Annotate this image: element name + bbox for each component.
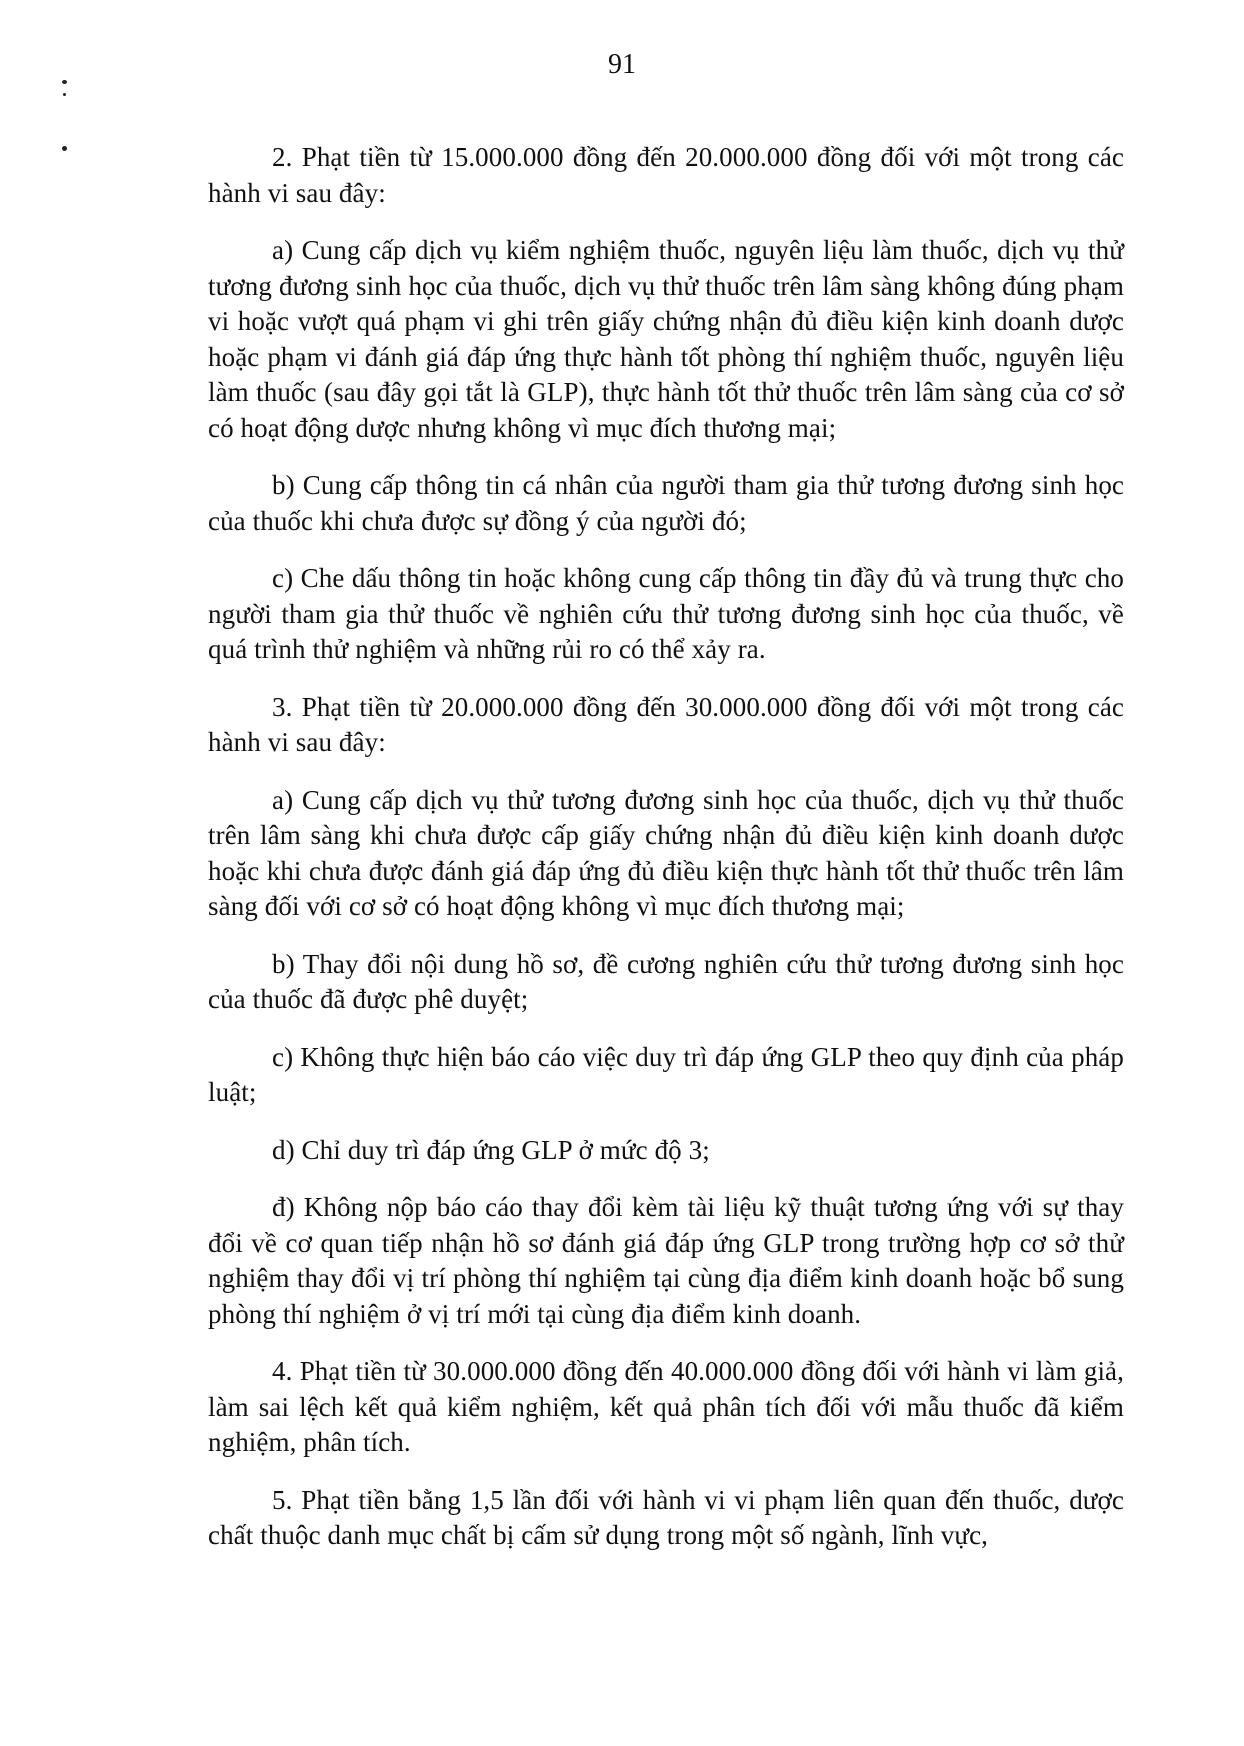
paragraph-3: 3. Phạt tiền từ 20.000.000 đồng đến 30.000.000 đồng đối với một trong các hành vi sau đây: bbox=[208, 691, 1124, 757]
paragraph-3b: b) Thay đổi nội dung hồ sơ, đề cương nghiên cứu thử tương đương sinh học của thuốc đã được phê duyệt; bbox=[208, 948, 1124, 1014]
paragraph-2b: b) Cung cấp thông tin cá nhân của người tham gia thử tương đương sinh học của thuốc khi chưa được sự đồng ý của người đó; bbox=[208, 470, 1124, 536]
page-number: 91 bbox=[608, 49, 636, 80]
paragraph-3d: d) Chỉ duy trì đáp ứng GLP ở mức độ 3; bbox=[272, 1134, 710, 1165]
paragraph-3c: c) Không thực hiện báo cáo việc duy trì đáp ứng GLP theo quy định của pháp luật; bbox=[208, 1041, 1124, 1107]
document-body bbox=[208, 140, 1124, 1576]
paragraph-5: 5. Phạt tiền bằng 1,5 lần đối với hành vi vi phạm liên quan đến thuốc, dược chất thuộc danh mục chất bị cấm sử dụng trong một số ngành, lĩnh vực, bbox=[208, 1484, 1124, 1550]
scan-speck bbox=[62, 146, 67, 151]
paragraph-2: 2. Phạt tiền từ 15.000.000 đồng đến 20.000.000 đồng đối với một trong các hành vi sau đây: bbox=[208, 142, 1124, 208]
paragraph-2c: c) Che dấu thông tin hoặc không cung cấp thông tin đầy đủ và trung thực cho người tham gia thử thuốc về nghiên cứu thử tương đương sinh học của thuốc, về quá trình thử nghiệm và những rủi ro có thể xảy ra. bbox=[208, 563, 1124, 664]
paragraph-2a: a) Cung cấp dịch vụ kiểm nghiệm thuốc, nguyên liệu làm thuốc, dịch vụ thử tương đương sinh học của thuốc, dịch vụ thử thuốc trên lâm sàng không đúng phạm vi hoặc vượt quá phạm vi ghi trên giấy chứng nhận đủ điều kiện kinh doanh dược hoặc phạm vi đánh giá đáp ứng thực hành tốt phòng thí nghiệm thuốc, nguyên liệu làm thuốc (sau đây gọi tắt là GLP), thực hành tốt thử thuốc trên lâm sàng của cơ sở có hoạt động dược nhưng không vì mục đích thương mại; bbox=[208, 235, 1124, 443]
scan-speck bbox=[63, 93, 66, 96]
scan-speck bbox=[62, 80, 67, 84]
paragraph-3dd: đ) Không nộp báo cáo thay đổi kèm tài liệu kỹ thuật tương ứng với sự thay đổi về cơ quan tiếp nhận hồ sơ đánh giá đáp ứng GLP trong trường hợp cơ sở thử nghiệm thay đổi vị trí phòng thí nghiệm tại cùng địa điểm kinh doanh hoặc bổ sung phòng thí nghiệm ở vị trí mới tại cùng địa điểm kinh doanh. bbox=[208, 1192, 1124, 1329]
paragraph-3a: a) Cung cấp dịch vụ thử tương đương sinh học của thuốc, dịch vụ thử thuốc trên lâm sàng khi chưa được cấp giấy chứng nhận đủ điều kiện kinh doanh dược hoặc khi chưa được đánh giá đáp ứng đủ điều kiện thực hành tốt thử thuốc trên lâm sàng đối với cơ sở có hoạt động không vì mục đích thương mại; bbox=[208, 784, 1124, 921]
paragraph-4: 4. Phạt tiền từ 30.000.000 đồng đến 40.000.000 đồng đối với hành vi làm giả, làm sai lệch kết quả kiểm nghiệm, kết quả phân tích đối với mẫu thuốc đã kiểm nghiệm, phân tích. bbox=[208, 1356, 1124, 1457]
